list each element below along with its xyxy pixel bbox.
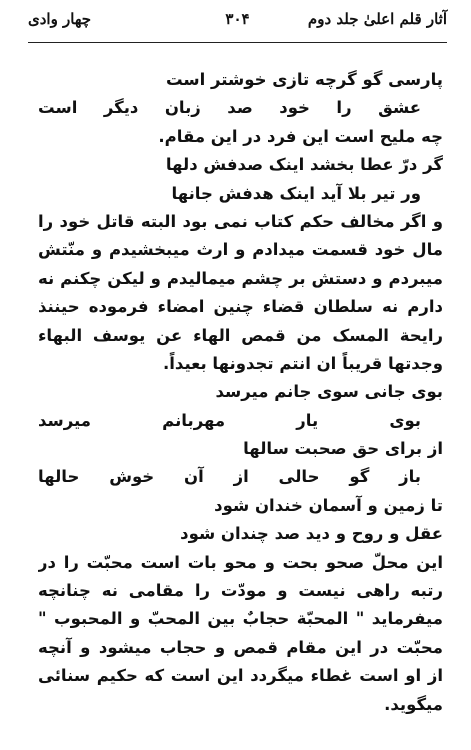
verse-line: پارسی گو گرچه تازی خوشتر است [165,70,443,89]
text-line: میبردم و دستش بر چشم میمالیدم و لیکن چکنم نه [38,268,443,288]
text-line: دارم نه سلطان قضاء چنین امضاء فرموده حیننذ [38,297,443,317]
page-body [38,66,443,719]
book-title: آثار قلم اعلیٰ جلد دوم [307,10,447,28]
text-line: میفرماید " المحبّة حجابٌ بین المحبّ و المحبوب " [38,609,443,629]
verse-line: بوی یار مهربانم میرسد [38,410,421,430]
verse-line: بوی جانی سوی جانم میرسد [215,382,443,402]
text-line: و اگر مخالف حکم کتاب نمی بود البته قاتل خود را [38,211,443,231]
text-line: وجدتها قریباً ان انتم تجدونها بعیداً. [162,353,443,373]
chapter-title: چهار وادی [28,10,92,28]
page-header [28,6,447,36]
verse-line: ور تیر بلا آید اینک هدفش جانها [171,183,421,203]
verse-line: از برای حق صحبت سالها [243,439,443,459]
text-line: رایحة المسک من قمص الهاء عن یوسف البهاء [38,325,443,345]
verse-line: گر درّ عطا بخشد اینک صدفش دلها [165,155,443,175]
verse-line: عقل و روح و دید صد چندان شود [180,524,443,544]
text-line: رتبه راهی نیست و مودّت را مقامی نه چنانچه [38,581,443,601]
verse-line: باز گو حالی از آن خوش حالها [38,467,421,487]
text-line: مال خود قسمت میدادم و ارث میبخشیدم و منّتش [38,240,443,260]
text-line: محبّت در این مقام قمص و حجاب میشود و آنچه [38,637,443,657]
text-line: از او است غطاء میگردد این است که حکیم سنائی [38,666,443,686]
verse-line: عشق را خود صد زبان دیگر است [38,98,421,118]
text-line: میگوید. [384,694,443,714]
header-divider [28,42,447,43]
page-number: ۳۰۴ [225,10,250,28]
text-line: چه ملیح است این فرد در این مقام. [158,126,443,146]
verse-line: تا زمین و آسمان خندان شود [214,495,443,515]
text-line: این محلّ صحو بحت و محو بات است محبّت را در [38,552,443,572]
